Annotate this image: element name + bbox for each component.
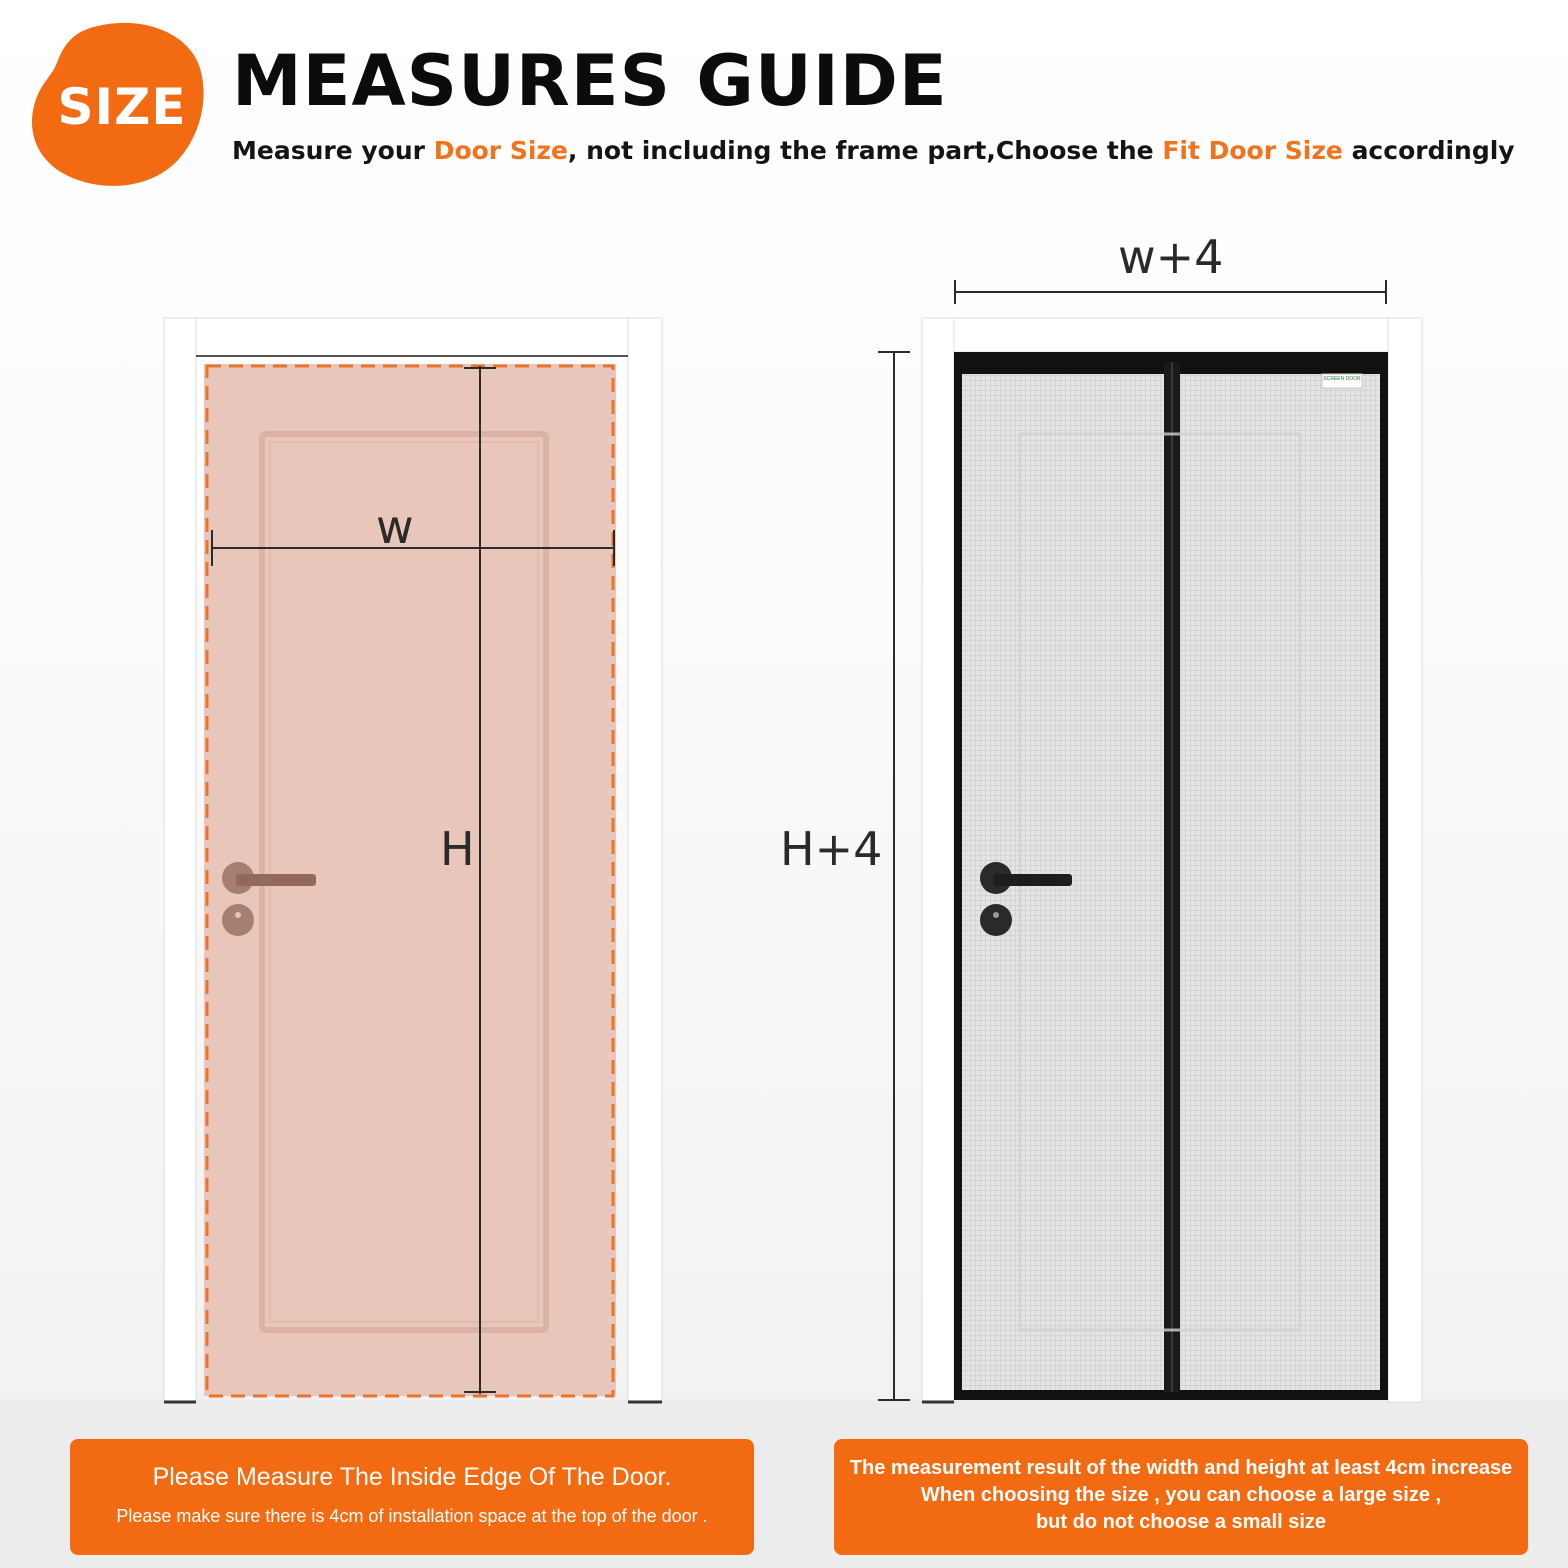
right-note-line1: The measurement result of the width and height at least 4cm increase: [849, 1457, 1513, 1479]
left-note-main: Please Measure The Inside Edge Of The Door.: [152, 1463, 672, 1491]
left-frame-top: [196, 318, 628, 356]
left-frame-post-right: [628, 318, 662, 1402]
right-door-illustration: [870, 280, 1440, 1410]
screen-door-mesh-right: [1180, 374, 1380, 1390]
right-height-label: H+4: [780, 822, 883, 876]
right-note-line3: but do not choose a small size: [1035, 1511, 1327, 1533]
subtitle-highlight-fit-door-size: Fit Door Size: [1162, 136, 1343, 165]
left-width-label: w: [376, 500, 414, 554]
subtitle-part1: Measure your: [232, 136, 434, 165]
subtitle-part2: , not including the frame part,Choose the: [567, 136, 1163, 165]
right-width-label: w+4: [1118, 230, 1224, 284]
left-frame-post-left: [164, 318, 196, 1402]
left-height-label: H: [440, 822, 475, 876]
page-subtitle: [232, 136, 1515, 165]
screen-door-tag-label: SCREEN DOOR: [1323, 376, 1361, 382]
subtitle-highlight-door-size: Door Size: [433, 136, 568, 165]
right-note-line2: When choosing the size , you can choose a large size ,: [920, 1484, 1442, 1506]
right-note-box: [834, 1439, 1528, 1555]
size-badge-label: SIZE: [57, 78, 187, 136]
left-note-sub: Please make sure there is 4cm of installation space at the top of the door .: [116, 1506, 708, 1526]
subtitle-part3: accordingly: [1342, 136, 1515, 165]
left-door-illustration: [150, 300, 690, 1410]
right-frame-post-left: [922, 318, 954, 1402]
right-frame-top: [954, 318, 1388, 352]
page-title: MEASURES GUIDE: [232, 40, 948, 122]
right-frame-post-right: [1388, 318, 1422, 1402]
left-note-box: [70, 1439, 754, 1555]
right-height-measure-line: [878, 352, 910, 1400]
